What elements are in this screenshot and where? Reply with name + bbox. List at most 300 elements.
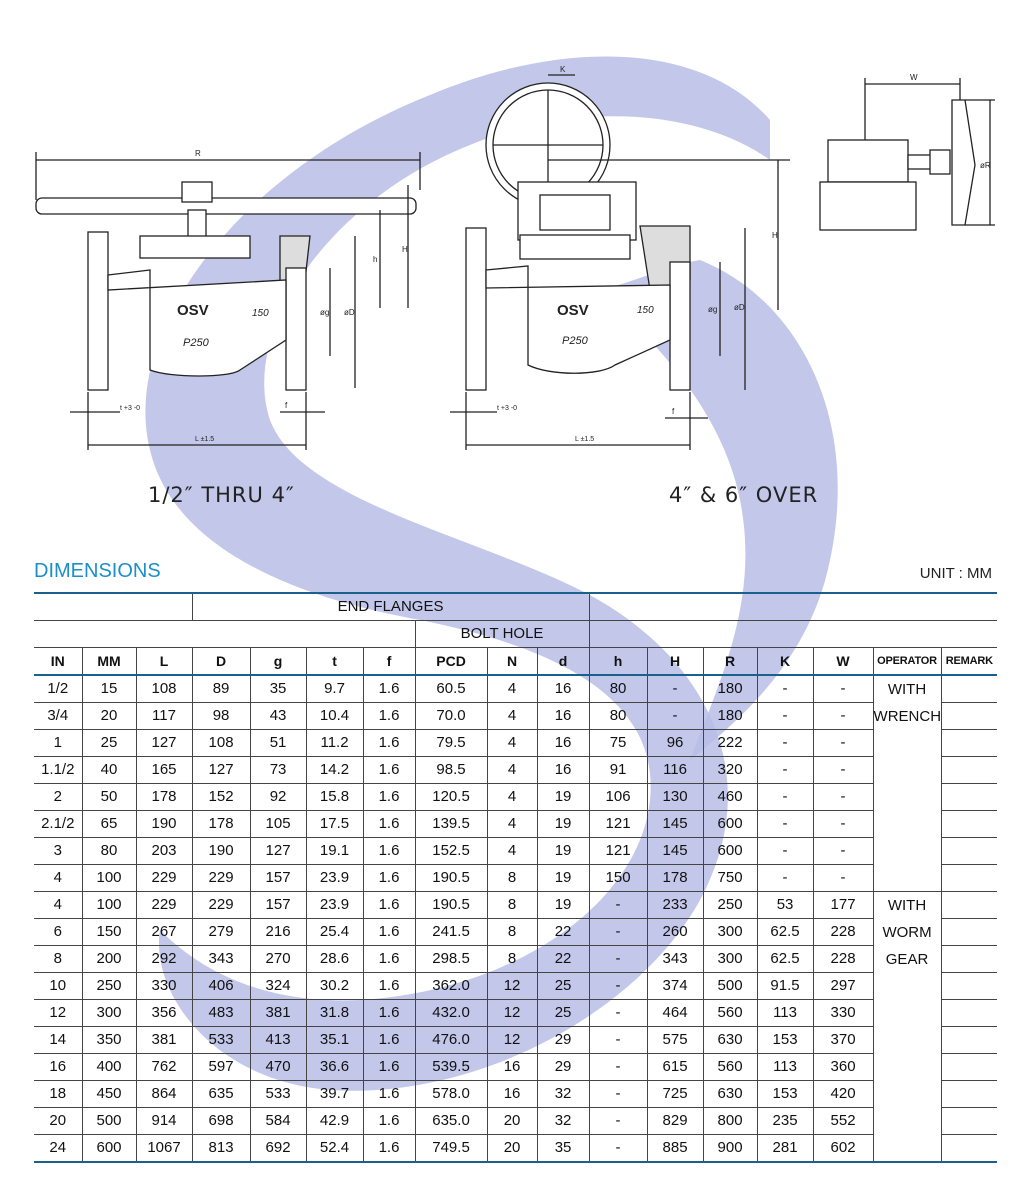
table-cell: - bbox=[813, 730, 873, 757]
table-cell: 813 bbox=[192, 1135, 250, 1163]
table-cell: 75 bbox=[589, 730, 647, 757]
table-cell: - bbox=[589, 1081, 647, 1108]
gear-side-view bbox=[820, 73, 995, 230]
table-cell: 35 bbox=[250, 675, 306, 703]
remark-cell bbox=[941, 1027, 997, 1054]
dim-D-large: øD bbox=[734, 303, 745, 312]
table-cell: - bbox=[757, 757, 813, 784]
table-cell: 432.0 bbox=[415, 1000, 487, 1027]
table-cell: 145 bbox=[647, 838, 703, 865]
table-cell: 1.1/2 bbox=[34, 757, 82, 784]
dim-L-large: L ±1.5 bbox=[575, 436, 595, 443]
table-cell: 116 bbox=[647, 757, 703, 784]
table-cell: 127 bbox=[250, 838, 306, 865]
table-cell: 235 bbox=[757, 1108, 813, 1135]
table-cell: 178 bbox=[647, 865, 703, 892]
table-cell: 19 bbox=[537, 892, 589, 919]
remark-cell bbox=[941, 1081, 997, 1108]
table-cell: - bbox=[757, 703, 813, 730]
table-cell: 62.5 bbox=[757, 919, 813, 946]
operator-cell bbox=[873, 892, 941, 1163]
table-cell: 500 bbox=[82, 1108, 136, 1135]
column-header: MM bbox=[82, 648, 136, 676]
table-cell: - bbox=[589, 892, 647, 919]
table-cell: 25.4 bbox=[306, 919, 363, 946]
table-cell: 18 bbox=[34, 1081, 82, 1108]
table-cell: 630 bbox=[703, 1027, 757, 1054]
table-cell: 1.6 bbox=[363, 784, 415, 811]
table-cell: 1.6 bbox=[363, 675, 415, 703]
table-cell: - bbox=[589, 973, 647, 1000]
column-header: REMARK bbox=[941, 648, 997, 676]
table-cell: - bbox=[589, 1135, 647, 1163]
remark-cell bbox=[941, 865, 997, 892]
table-cell: 14 bbox=[34, 1027, 82, 1054]
table-cell: - bbox=[813, 675, 873, 703]
table-cell: 1.6 bbox=[363, 757, 415, 784]
table-row bbox=[34, 1108, 997, 1135]
table-cell: 692 bbox=[250, 1135, 306, 1163]
table-cell: 11.2 bbox=[306, 730, 363, 757]
table-cell: 343 bbox=[647, 946, 703, 973]
table-cell: 19 bbox=[537, 865, 589, 892]
table-cell: 19.1 bbox=[306, 838, 363, 865]
table-cell: 8 bbox=[487, 919, 537, 946]
table-cell: 4 bbox=[34, 865, 82, 892]
valve-drawing-large bbox=[450, 65, 790, 450]
dim-W: W bbox=[910, 73, 918, 82]
table-cell: 279 bbox=[192, 919, 250, 946]
table-cell: 584 bbox=[250, 1108, 306, 1135]
remark-cell bbox=[941, 757, 997, 784]
table-cell: 914 bbox=[136, 1108, 192, 1135]
body-material-large: P250 bbox=[562, 335, 588, 347]
table-cell: 29 bbox=[537, 1027, 589, 1054]
dim-H: H bbox=[402, 245, 408, 254]
table-cell: 52.4 bbox=[306, 1135, 363, 1163]
table-cell: 130 bbox=[647, 784, 703, 811]
table-cell: 233 bbox=[647, 892, 703, 919]
table-cell: 1.6 bbox=[363, 892, 415, 919]
table-row bbox=[34, 865, 997, 892]
table-cell: 222 bbox=[703, 730, 757, 757]
table-cell: 19 bbox=[537, 838, 589, 865]
table-cell: 1 bbox=[34, 730, 82, 757]
remark-cell bbox=[941, 784, 997, 811]
table-cell: 330 bbox=[813, 1000, 873, 1027]
table-cell: 1.6 bbox=[363, 1027, 415, 1054]
table-cell: 343 bbox=[192, 946, 250, 973]
table-cell: 635.0 bbox=[415, 1108, 487, 1135]
dim-D: øD bbox=[344, 308, 355, 317]
table-cell: 229 bbox=[192, 865, 250, 892]
table-cell: 270 bbox=[250, 946, 306, 973]
table-cell: 885 bbox=[647, 1135, 703, 1163]
table-cell: 350 bbox=[82, 1027, 136, 1054]
table-cell: 12 bbox=[34, 1000, 82, 1027]
table-row bbox=[34, 1135, 997, 1163]
table-cell: 229 bbox=[136, 865, 192, 892]
table-cell: 374 bbox=[647, 973, 703, 1000]
table-cell: 91 bbox=[589, 757, 647, 784]
table-cell: 500 bbox=[703, 973, 757, 1000]
table-cell: 145 bbox=[647, 811, 703, 838]
table-cell: 9.7 bbox=[306, 675, 363, 703]
table-cell: 25 bbox=[82, 730, 136, 757]
table-cell: 4 bbox=[487, 784, 537, 811]
table-cell: 117 bbox=[136, 703, 192, 730]
header-blank-2 bbox=[34, 621, 415, 648]
column-header: d bbox=[537, 648, 589, 676]
table-cell: 356 bbox=[136, 1000, 192, 1027]
table-cell: 29 bbox=[537, 1054, 589, 1081]
table-cell: 4 bbox=[487, 838, 537, 865]
column-header: N bbox=[487, 648, 537, 676]
table-cell: - bbox=[757, 675, 813, 703]
table-cell: 200 bbox=[82, 946, 136, 973]
table-cell: 6 bbox=[34, 919, 82, 946]
table-cell: 216 bbox=[250, 919, 306, 946]
column-header: h bbox=[589, 648, 647, 676]
table-cell: 725 bbox=[647, 1081, 703, 1108]
table-cell: 22 bbox=[537, 946, 589, 973]
table-cell: 600 bbox=[703, 811, 757, 838]
column-header: D bbox=[192, 648, 250, 676]
table-cell: 1.6 bbox=[363, 1081, 415, 1108]
table-cell: 43 bbox=[250, 703, 306, 730]
dim-g: øg bbox=[320, 308, 330, 317]
table-cell: 560 bbox=[703, 1054, 757, 1081]
table-cell: 1.6 bbox=[363, 1135, 415, 1163]
table-cell: 300 bbox=[82, 1000, 136, 1027]
column-header: t bbox=[306, 648, 363, 676]
table-cell: 533 bbox=[192, 1027, 250, 1054]
table-cell: 98.5 bbox=[415, 757, 487, 784]
dim-K: K bbox=[560, 65, 566, 74]
table-cell: 20 bbox=[487, 1108, 537, 1135]
column-header: OPERATOR bbox=[873, 648, 941, 676]
table-cell: 229 bbox=[192, 892, 250, 919]
header-blank-3 bbox=[589, 621, 997, 648]
table-cell: 24 bbox=[34, 1135, 82, 1163]
column-header: H bbox=[647, 648, 703, 676]
remark-cell bbox=[941, 1135, 997, 1163]
unit-label: UNIT : MM bbox=[919, 565, 992, 582]
table-cell: 16 bbox=[34, 1054, 82, 1081]
table-cell: 25 bbox=[537, 973, 589, 1000]
table-cell: 602 bbox=[813, 1135, 873, 1163]
operator-line: WRENCH bbox=[873, 708, 942, 725]
table-cell: 630 bbox=[703, 1081, 757, 1108]
table-cell: - bbox=[757, 811, 813, 838]
table-cell: - bbox=[813, 811, 873, 838]
table-cell: 1.6 bbox=[363, 811, 415, 838]
table-cell: 120.5 bbox=[415, 784, 487, 811]
column-header: W bbox=[813, 648, 873, 676]
table-row bbox=[34, 730, 997, 757]
table-cell: 1.6 bbox=[363, 946, 415, 973]
table-row bbox=[34, 892, 997, 919]
table-cell: 420 bbox=[813, 1081, 873, 1108]
table-cell: 381 bbox=[250, 1000, 306, 1027]
table-row bbox=[34, 973, 997, 1000]
table-cell: 16 bbox=[487, 1054, 537, 1081]
table-cell: 297 bbox=[813, 973, 873, 1000]
table-cell: 157 bbox=[250, 865, 306, 892]
table-cell: 15.8 bbox=[306, 784, 363, 811]
header-blank bbox=[34, 593, 192, 621]
table-cell: 4 bbox=[487, 757, 537, 784]
table-cell: - bbox=[589, 946, 647, 973]
table-cell: 1.6 bbox=[363, 865, 415, 892]
table-cell: 203 bbox=[136, 838, 192, 865]
remark-cell bbox=[941, 1000, 997, 1027]
table-cell: 8 bbox=[34, 946, 82, 973]
dim-H-large: H bbox=[772, 231, 778, 240]
table-cell: 152.5 bbox=[415, 838, 487, 865]
table-row bbox=[34, 1081, 997, 1108]
remark-cell bbox=[941, 919, 997, 946]
table-cell: 178 bbox=[192, 811, 250, 838]
table-cell: - bbox=[589, 1000, 647, 1027]
table-cell: 100 bbox=[82, 865, 136, 892]
table-cell: 39.7 bbox=[306, 1081, 363, 1108]
table-cell: 615 bbox=[647, 1054, 703, 1081]
table-cell: 40 bbox=[82, 757, 136, 784]
table-cell: 150 bbox=[589, 865, 647, 892]
table-cell: 177 bbox=[813, 892, 873, 919]
table-cell: 8 bbox=[487, 892, 537, 919]
column-headers bbox=[34, 648, 997, 676]
table-cell: 16 bbox=[537, 703, 589, 730]
table-cell: 180 bbox=[703, 675, 757, 703]
table-cell: 1/2 bbox=[34, 675, 82, 703]
table-cell: 762 bbox=[136, 1054, 192, 1081]
table-cell: - bbox=[589, 1054, 647, 1081]
table-cell: 91.5 bbox=[757, 973, 813, 1000]
table-cell: 578.0 bbox=[415, 1081, 487, 1108]
table-cell: 19 bbox=[537, 811, 589, 838]
remark-cell bbox=[941, 892, 997, 919]
table-cell: 228 bbox=[813, 919, 873, 946]
remark-cell bbox=[941, 946, 997, 973]
table-cell: 17.5 bbox=[306, 811, 363, 838]
table-cell: 8 bbox=[487, 946, 537, 973]
table-cell: 1.6 bbox=[363, 919, 415, 946]
table-cell: 292 bbox=[136, 946, 192, 973]
table-cell: 35 bbox=[537, 1135, 589, 1163]
table-cell: 1.6 bbox=[363, 1054, 415, 1081]
column-header: IN bbox=[34, 648, 82, 676]
table-cell: - bbox=[647, 703, 703, 730]
section-title: DIMENSIONS bbox=[34, 560, 161, 582]
table-cell: 23.9 bbox=[306, 865, 363, 892]
table-cell: 750 bbox=[703, 865, 757, 892]
table-cell: 4 bbox=[487, 730, 537, 757]
table-cell: 464 bbox=[647, 1000, 703, 1027]
table-cell: 80 bbox=[589, 703, 647, 730]
table-cell: 698 bbox=[192, 1108, 250, 1135]
table-cell: 539.5 bbox=[415, 1054, 487, 1081]
table-row bbox=[34, 757, 997, 784]
table-cell: 470 bbox=[250, 1054, 306, 1081]
table-cell: 16 bbox=[537, 730, 589, 757]
table-row bbox=[34, 838, 997, 865]
table-cell: 190 bbox=[192, 838, 250, 865]
table-cell: - bbox=[813, 757, 873, 784]
header-end-flanges: END FLANGES bbox=[192, 593, 589, 621]
table-cell: - bbox=[589, 919, 647, 946]
table-cell: 483 bbox=[192, 1000, 250, 1027]
table-cell: 381 bbox=[136, 1027, 192, 1054]
dim-R: R bbox=[195, 149, 201, 158]
table-row bbox=[34, 1027, 997, 1054]
table-cell: 1.6 bbox=[363, 838, 415, 865]
table-cell: 65 bbox=[82, 811, 136, 838]
table-cell: 300 bbox=[703, 919, 757, 946]
table-cell: 178 bbox=[136, 784, 192, 811]
table-cell: 14.2 bbox=[306, 757, 363, 784]
dim-t: t +3 -0 bbox=[120, 405, 141, 412]
dim-g-large: øg bbox=[708, 305, 718, 314]
table-cell: 36.6 bbox=[306, 1054, 363, 1081]
table-cell: 241.5 bbox=[415, 919, 487, 946]
table-cell: 4 bbox=[487, 703, 537, 730]
table-cell: 60.5 bbox=[415, 675, 487, 703]
table-cell: - bbox=[757, 865, 813, 892]
table-cell: 92 bbox=[250, 784, 306, 811]
table-cell: 20 bbox=[82, 703, 136, 730]
table-cell: 108 bbox=[136, 675, 192, 703]
body-material: P250 bbox=[183, 337, 209, 349]
table-cell: 23.9 bbox=[306, 892, 363, 919]
remark-cell bbox=[941, 973, 997, 1000]
table-cell: 1.6 bbox=[363, 703, 415, 730]
table-cell: 190.5 bbox=[415, 865, 487, 892]
table-cell: 15 bbox=[82, 675, 136, 703]
operator-line: GEAR bbox=[885, 951, 929, 968]
column-header: L bbox=[136, 648, 192, 676]
table-row bbox=[34, 675, 997, 703]
operator-cell bbox=[873, 675, 941, 892]
table-cell: 3/4 bbox=[34, 703, 82, 730]
table-cell: 229 bbox=[136, 892, 192, 919]
table-cell: 749.5 bbox=[415, 1135, 487, 1163]
table-cell: 829 bbox=[647, 1108, 703, 1135]
table-cell: 298.5 bbox=[415, 946, 487, 973]
table-cell: 560 bbox=[703, 1000, 757, 1027]
table-cell: 300 bbox=[703, 946, 757, 973]
table-cell: 19 bbox=[537, 784, 589, 811]
table-cell: 1.6 bbox=[363, 1000, 415, 1027]
table-cell: 150 bbox=[82, 919, 136, 946]
table-cell: 22 bbox=[537, 919, 589, 946]
table-cell: 12 bbox=[487, 973, 537, 1000]
table-cell: 900 bbox=[703, 1135, 757, 1163]
table-cell: 190 bbox=[136, 811, 192, 838]
table-cell: 600 bbox=[703, 838, 757, 865]
table-cell: - bbox=[647, 675, 703, 703]
table-cell: 4 bbox=[487, 811, 537, 838]
table-cell: - bbox=[813, 838, 873, 865]
table-cell: - bbox=[813, 784, 873, 811]
table-cell: 28.6 bbox=[306, 946, 363, 973]
header-bolt-hole: BOLT HOLE bbox=[415, 621, 589, 648]
table-cell: 80 bbox=[82, 838, 136, 865]
column-header: g bbox=[250, 648, 306, 676]
table-cell: 25 bbox=[537, 1000, 589, 1027]
table-cell: 80 bbox=[589, 675, 647, 703]
table-cell: 324 bbox=[250, 973, 306, 1000]
body-brand: OSV bbox=[177, 302, 209, 319]
caption-small-valves: 1/2″ THRU 4″ bbox=[148, 483, 295, 507]
table-row bbox=[34, 811, 997, 838]
table-cell: - bbox=[589, 1027, 647, 1054]
table-cell: 3 bbox=[34, 838, 82, 865]
table-cell: 600 bbox=[82, 1135, 136, 1163]
table-cell: 413 bbox=[250, 1027, 306, 1054]
table-cell: 267 bbox=[136, 919, 192, 946]
table-cell: 105 bbox=[250, 811, 306, 838]
table-cell: 1067 bbox=[136, 1135, 192, 1163]
dim-L: L ±1.5 bbox=[195, 436, 215, 443]
table-cell: 250 bbox=[703, 892, 757, 919]
body-brand-large: OSV bbox=[557, 302, 589, 319]
table-cell: 250 bbox=[82, 973, 136, 1000]
table-cell: 20 bbox=[487, 1135, 537, 1163]
table-row bbox=[34, 946, 997, 973]
table-cell: 153 bbox=[757, 1027, 813, 1054]
column-header: R bbox=[703, 648, 757, 676]
column-header: K bbox=[757, 648, 813, 676]
remark-cell bbox=[941, 811, 997, 838]
body-class: 150 bbox=[252, 308, 269, 319]
table-cell: 16 bbox=[537, 675, 589, 703]
table-row bbox=[34, 703, 997, 730]
dim-phiR: øR bbox=[980, 161, 991, 170]
table-cell: 152 bbox=[192, 784, 250, 811]
dim-t-large: t +3 -0 bbox=[497, 405, 518, 412]
remark-cell bbox=[941, 1108, 997, 1135]
table-cell: 127 bbox=[136, 730, 192, 757]
table-cell: 8 bbox=[487, 865, 537, 892]
table-row bbox=[34, 1000, 997, 1027]
table-cell: 260 bbox=[647, 919, 703, 946]
table-cell: 460 bbox=[703, 784, 757, 811]
table-cell: 153 bbox=[757, 1081, 813, 1108]
table-row bbox=[34, 919, 997, 946]
table-cell: 96 bbox=[647, 730, 703, 757]
operator-line: WITH bbox=[887, 681, 927, 698]
table-cell: - bbox=[589, 1108, 647, 1135]
dim-h: h bbox=[373, 255, 378, 264]
valve-drawing-small bbox=[36, 149, 420, 450]
table-cell: 1.6 bbox=[363, 730, 415, 757]
remark-cell bbox=[941, 838, 997, 865]
remark-cell bbox=[941, 1054, 997, 1081]
table-cell: 31.8 bbox=[306, 1000, 363, 1027]
table-cell: 53 bbox=[757, 892, 813, 919]
table-cell: - bbox=[757, 784, 813, 811]
table-cell: 108 bbox=[192, 730, 250, 757]
table-cell: 165 bbox=[136, 757, 192, 784]
table-cell: 51 bbox=[250, 730, 306, 757]
table-cell: 533 bbox=[250, 1081, 306, 1108]
table-cell: 190.5 bbox=[415, 892, 487, 919]
table-cell: 89 bbox=[192, 675, 250, 703]
dim-f-large: f bbox=[672, 407, 675, 416]
table-cell: 16 bbox=[537, 757, 589, 784]
